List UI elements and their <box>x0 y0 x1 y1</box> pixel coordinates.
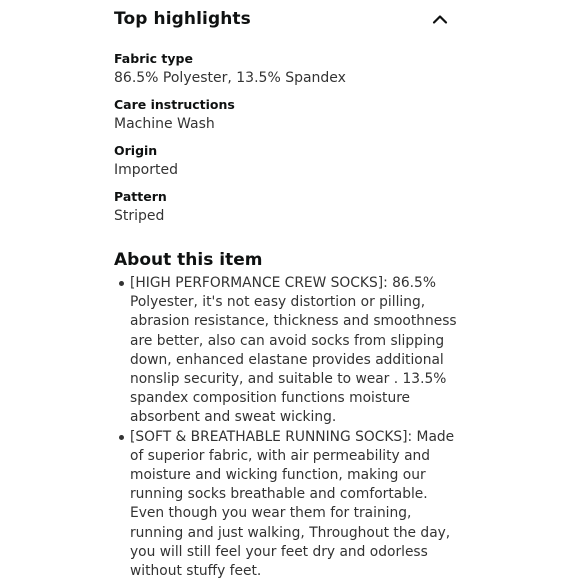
highlight-label: Pattern <box>114 189 167 204</box>
highlight-value: 86.5% Polyester, 13.5% Spandex <box>114 70 346 86</box>
highlight-label: Care instructions <box>114 97 235 112</box>
bullet-dot <box>119 281 124 286</box>
highlight-fabric-type <box>114 50 454 88</box>
highlight-care-instructions <box>114 96 454 134</box>
list-item <box>130 428 466 580</box>
highlight-label: Origin <box>114 143 158 158</box>
highlight-value: Imported <box>114 162 178 178</box>
highlight-label: Fabric type <box>114 51 193 66</box>
chevron-up-icon <box>432 13 448 25</box>
list-item <box>130 274 466 428</box>
bullet-text: [HIGH PERFORMANCE CREW SOCKS]: 86.5% Polyester, it's not easy distortion or pilling, abrasion resistance, thickness and smoothness are better, also can avoid socks from slipping down, enhanced elastane provides additional nonslip security, and suitable to wear . 13.5% spandex composition functions moisture absorbent and sweat wicking. <box>130 275 457 426</box>
about-bullets <box>114 274 466 580</box>
highlight-origin <box>114 142 454 180</box>
highlight-value: Machine Wash <box>114 116 215 132</box>
highlight-value: Striped <box>114 208 165 224</box>
bullet-dot <box>119 435 124 440</box>
about-this-item-title: About this item <box>114 250 263 270</box>
highlight-pattern <box>114 188 454 226</box>
collapse-button[interactable] <box>428 7 452 31</box>
bullet-text: [SOFT & BREATHABLE RUNNING SOCKS]: Made of superior fabric, with air permeability and moisture and wicking function, making our running socks breathable and comfortable. Even though you wear them for training, running and just walking, Throughout the day, you will still feel your feet dry and odorless without stuffy feet. <box>130 428 455 580</box>
highlights-list <box>114 50 454 234</box>
top-highlights-title: Top highlights <box>114 9 251 29</box>
top-highlights-header[interactable] <box>114 4 454 34</box>
